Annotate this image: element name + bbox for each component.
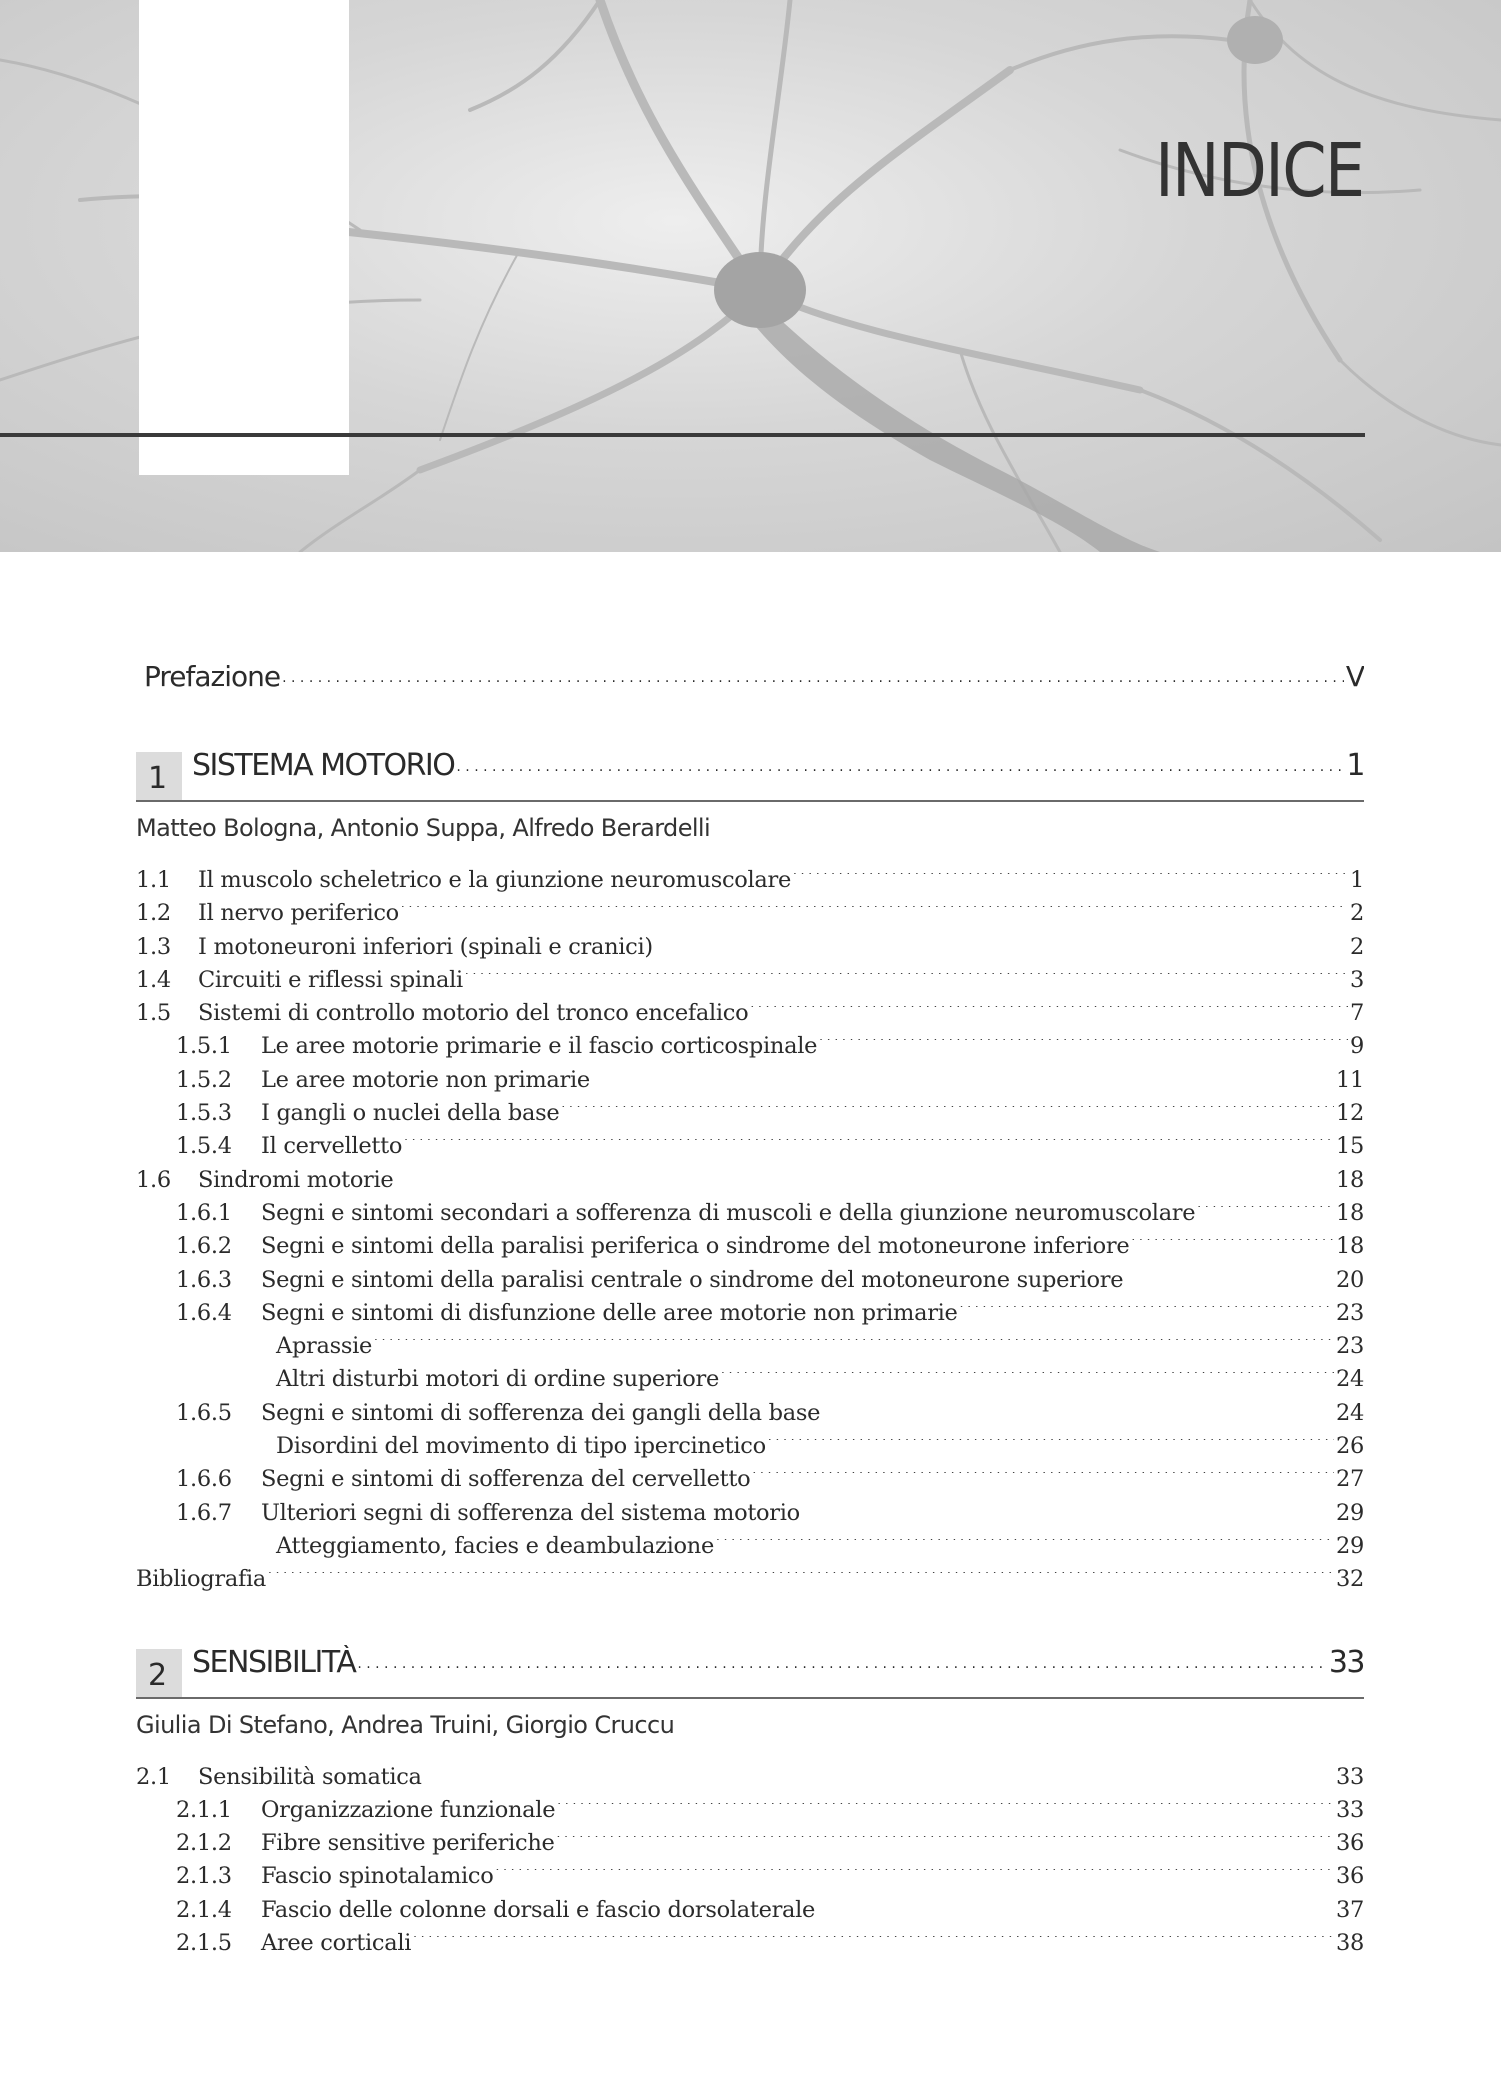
entry-label: Sindromi motorie	[198, 1166, 394, 1193]
entry-label: Circuiti e riflessi spinali	[198, 966, 463, 993]
toc-entry[interactable]	[136, 1463, 1364, 1496]
dot-leader	[817, 1903, 1334, 1917]
chapter-heading[interactable]	[136, 1645, 1364, 1699]
entry-page: 38	[1335, 1930, 1364, 1957]
entry-label: Sistemi di controllo motorio del tronco encefalico	[198, 1000, 749, 1027]
dot-leader	[1125, 1273, 1334, 1287]
entry-page: 27	[1335, 1466, 1364, 1493]
toc-entry[interactable]	[136, 1430, 1364, 1463]
preface-page: V	[1345, 660, 1364, 693]
white-tab-decoration	[139, 0, 349, 475]
chapter-page: 1	[1346, 748, 1364, 783]
toc-entry[interactable]	[136, 997, 1364, 1030]
toc-entry[interactable]	[136, 1530, 1364, 1563]
entry-label: I motoneuroni inferiori (spinali e cranici)	[198, 933, 653, 960]
entry-label: Il muscolo scheletrico e la giunzione neuromuscolare	[198, 867, 791, 893]
entry-page: 12	[1335, 1100, 1364, 1127]
dot-leader	[1131, 1239, 1334, 1253]
entry-number: 1.5.4	[176, 1133, 232, 1160]
entry-label: Bibliografia	[136, 1566, 266, 1593]
dot-leader	[404, 1139, 1334, 1153]
entry-number: 1.6.4	[176, 1299, 232, 1326]
entry-number: 1.5	[136, 1000, 171, 1027]
dot-leader	[822, 1406, 1334, 1420]
entry-label: Organizzazione funzionale	[261, 1796, 556, 1823]
chapter-title: SENSIBILITÀ	[192, 1644, 356, 1680]
entry-number: 1.6.5	[176, 1399, 232, 1426]
toc-entry[interactable]	[136, 1297, 1364, 1330]
dot-leader	[557, 1836, 1334, 1850]
entry-page: 11	[1335, 1066, 1364, 1093]
dot-leader	[495, 1869, 1333, 1883]
entry-label: Le aree motorie primarie e il fascio corticospinale	[261, 1033, 818, 1060]
chapter-number: 1	[136, 752, 182, 800]
dot-leader	[768, 1439, 1334, 1453]
entry-page: 18	[1335, 1166, 1364, 1193]
entry-page: 3	[1349, 966, 1364, 993]
dot-leader	[395, 1173, 1334, 1187]
dot-leader	[374, 1339, 1334, 1353]
toc-entry[interactable]	[136, 1860, 1364, 1893]
dot-leader	[592, 1073, 1334, 1087]
entry-label: Le aree motorie non primarie	[261, 1066, 590, 1093]
toc-entry[interactable]	[136, 1761, 1364, 1794]
entry-label: Fascio delle colonne dorsali e fascio dorsolaterale	[261, 1896, 816, 1923]
table-of-contents	[136, 660, 1364, 1960]
dot-leader	[721, 1372, 1334, 1386]
dot-leader	[557, 1803, 1334, 1817]
chapter-page: 33	[1328, 1644, 1364, 1680]
entry-label: Il cervelletto	[261, 1133, 403, 1160]
entry-number: 1.1	[136, 867, 171, 893]
chapter-1	[136, 748, 1364, 1597]
toc-entry-bibliography[interactable]	[136, 1563, 1364, 1596]
toc-entry[interactable]	[136, 1894, 1364, 1927]
dot-leader	[413, 1936, 1334, 1950]
dot-leader	[561, 1106, 1334, 1120]
toc-entry[interactable]	[136, 1827, 1364, 1860]
entry-page: 36	[1335, 1863, 1364, 1890]
entry-page: 33	[1335, 1796, 1364, 1823]
chapter-title: SISTEMA MOTORIO	[192, 748, 455, 783]
toc-entry[interactable]	[136, 1794, 1364, 1827]
entry-number: 1.5.3	[176, 1100, 232, 1127]
entry-number: 2.1.1	[176, 1796, 232, 1823]
entry-label: Fibre sensitive periferiche	[261, 1830, 555, 1857]
entry-page: 29	[1335, 1499, 1364, 1526]
dot-leader	[802, 1506, 1334, 1520]
toc-entry[interactable]	[136, 1130, 1364, 1163]
entry-page: 23	[1335, 1333, 1364, 1360]
dot-leader	[716, 1539, 1334, 1553]
entry-page: 37	[1335, 1896, 1364, 1923]
entry-number: 1.6.2	[176, 1233, 232, 1260]
dot-leader	[960, 1306, 1334, 1320]
entry-label: Aprassie	[276, 1333, 373, 1360]
entry-page: 18	[1335, 1233, 1364, 1260]
toc-preface[interactable]	[136, 660, 1364, 710]
dot-leader	[750, 1006, 1348, 1020]
toc-entry[interactable]	[136, 1363, 1364, 1396]
entry-label: Sensibilità somatica	[198, 1763, 422, 1790]
toc-entry[interactable]	[136, 1330, 1364, 1363]
entry-number: 1.3	[136, 933, 171, 960]
entry-number: 2.1.2	[176, 1830, 232, 1857]
toc-entry[interactable]	[136, 1030, 1364, 1063]
dot-leader	[655, 940, 1348, 954]
toc-entry[interactable]	[136, 1164, 1364, 1197]
dot-leader	[752, 1472, 1334, 1486]
entry-number: 1.2	[136, 900, 171, 927]
entry-label: Il nervo periferico	[198, 900, 399, 927]
entry-page: 33	[1335, 1763, 1364, 1790]
entry-number: 1.6.6	[176, 1466, 232, 1493]
dot-leader	[793, 873, 1348, 887]
chapter-authors: Matteo Bologna, Antonio Suppa, Alfredo Berardelli	[136, 814, 711, 842]
entry-label: Fascio spinotalamico	[261, 1863, 494, 1890]
entry-page: 32	[1335, 1566, 1364, 1593]
page-title: INDICE	[1154, 128, 1363, 214]
toc-entry[interactable]	[136, 1497, 1364, 1530]
entry-label: Segni e sintomi della paralisi centrale o sindrome del motoneurone superiore	[261, 1266, 1124, 1293]
toc-entry[interactable]	[136, 1927, 1364, 1960]
toc-entry[interactable]	[136, 1264, 1364, 1297]
entry-page: 29	[1335, 1532, 1364, 1559]
entry-page: 23	[1335, 1299, 1364, 1326]
entry-label: Segni e sintomi di disfunzione delle aree motorie non primarie	[261, 1299, 958, 1326]
entry-label: Segni e sintomi di sofferenza del cervelletto	[261, 1466, 751, 1493]
chapter-heading[interactable]	[136, 748, 1364, 802]
dot-leader	[282, 666, 1344, 686]
toc-entry[interactable]	[136, 864, 1364, 897]
entry-page: 15	[1335, 1133, 1364, 1160]
entry-page: 1	[1349, 867, 1364, 893]
entry-number: 1.4	[136, 966, 171, 993]
toc-entry[interactable]	[136, 931, 1364, 964]
dot-leader	[819, 1039, 1348, 1053]
entry-page: 26	[1335, 1433, 1364, 1460]
entry-label: Aree corticali	[261, 1930, 412, 1957]
entry-label: Altri disturbi motori di ordine superiore	[276, 1366, 719, 1393]
entry-number: 1.6	[136, 1166, 171, 1193]
entry-number: 1.6.1	[176, 1199, 232, 1226]
entry-label: Segni e sintomi della paralisi periferica o sindrome del motoneurone inferiore	[261, 1233, 1130, 1260]
entry-label: Disordini del movimento di tipo ipercinetico	[276, 1433, 766, 1460]
entry-page: 20	[1335, 1266, 1364, 1293]
dot-leader	[401, 906, 1348, 920]
header-rule	[0, 433, 1365, 437]
entry-page: 24	[1335, 1399, 1364, 1426]
entry-number: 1.5.1	[176, 1033, 232, 1060]
entry-page: 2	[1349, 933, 1364, 960]
toc-entry[interactable]	[136, 964, 1364, 997]
toc-entry[interactable]	[136, 1397, 1364, 1430]
entry-number: 2.1.4	[176, 1896, 232, 1923]
entry-page: 36	[1335, 1830, 1364, 1857]
dot-leader	[268, 1572, 1334, 1586]
entry-label: I gangli o nuclei della base	[261, 1100, 560, 1127]
entry-number: 2.1.3	[176, 1863, 232, 1890]
entry-number: 1.6.3	[176, 1266, 232, 1293]
entry-number: 1.6.7	[176, 1499, 232, 1526]
entry-label: Segni e sintomi secondari a sofferenza di muscoli e della giunzione neuromuscolare	[261, 1199, 1196, 1226]
entry-number: 1.5.2	[176, 1066, 232, 1093]
entry-page: 2	[1349, 900, 1364, 927]
dot-leader	[357, 1652, 1326, 1672]
toc-entry[interactable]	[136, 1230, 1364, 1263]
entry-page: 7	[1349, 1000, 1364, 1027]
entry-label: Ulteriori segni di sofferenza del sistema motorio	[261, 1499, 800, 1526]
entry-page: 18	[1335, 1199, 1364, 1226]
toc-entry[interactable]	[136, 1197, 1364, 1230]
toc-entry[interactable]	[136, 1064, 1364, 1097]
dot-leader	[1197, 1206, 1334, 1220]
entry-page: 24	[1335, 1366, 1364, 1393]
dot-leader	[456, 755, 1344, 775]
chapter-authors: Giulia Di Stefano, Andrea Truini, Giorgio Cruccu	[136, 1710, 675, 1739]
header-banner	[0, 0, 1501, 552]
chapter-number: 2	[136, 1649, 182, 1697]
entry-page: 9	[1349, 1033, 1364, 1060]
toc-entry[interactable]	[136, 1097, 1364, 1130]
chapter-2	[136, 1645, 1364, 1961]
dot-leader	[465, 973, 1348, 987]
entry-number: 2.1.5	[176, 1930, 232, 1957]
dot-leader	[424, 1770, 1334, 1784]
toc-entry[interactable]	[136, 897, 1364, 930]
entry-label: Atteggiamento, facies e deambulazione	[276, 1532, 714, 1559]
entry-label: Segni e sintomi di sofferenza dei gangli della base	[261, 1399, 821, 1426]
entry-number: 2.1	[136, 1763, 171, 1790]
preface-label: Prefazione	[144, 660, 281, 693]
